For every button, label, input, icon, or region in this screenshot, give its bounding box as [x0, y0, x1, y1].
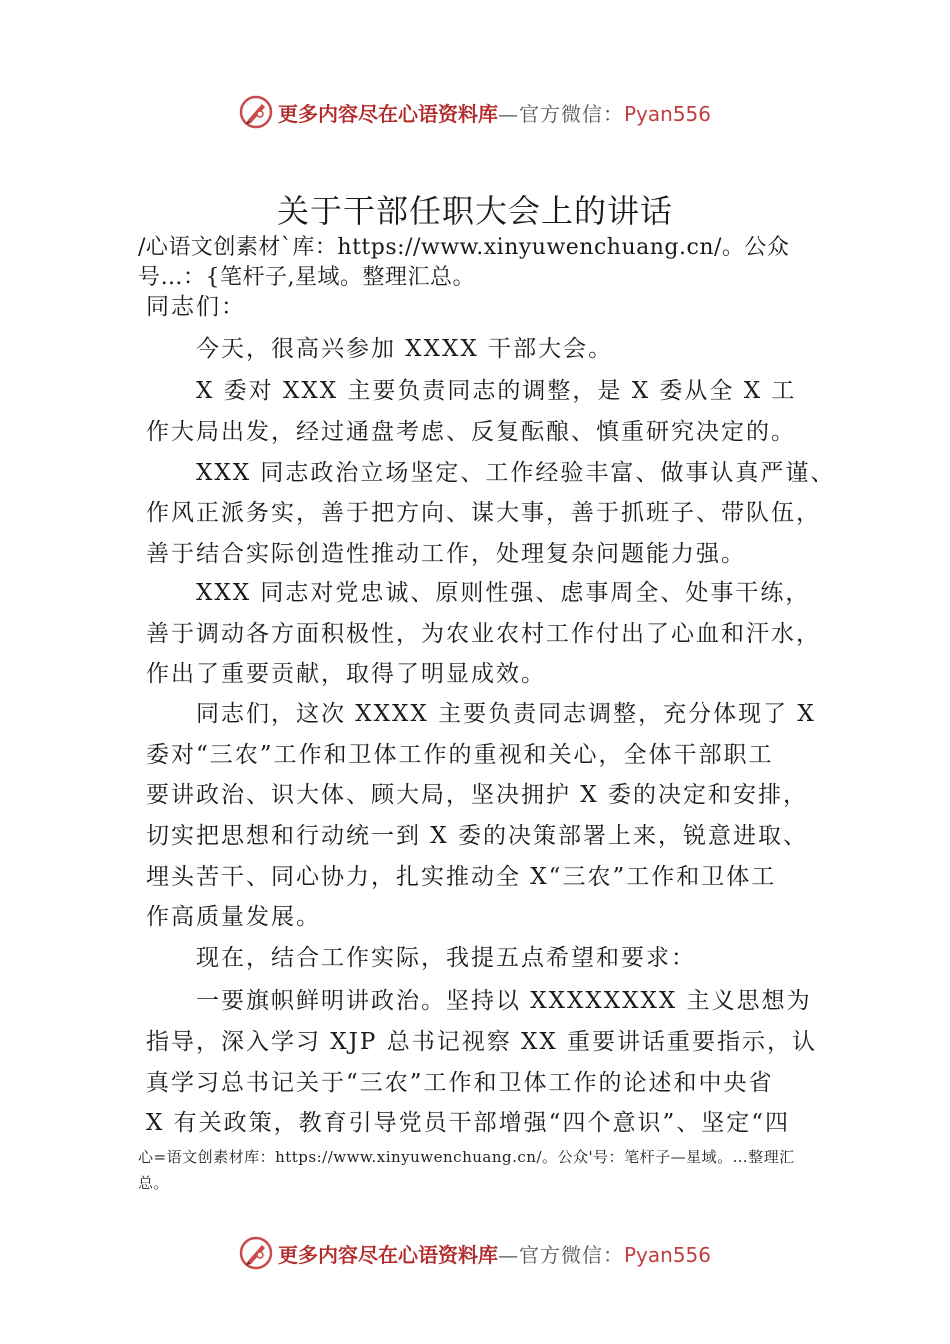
body-line: X 有关政策，教育引导党员干部增强“四个意识”、坚定“四: [146, 1110, 790, 1136]
body-line: 善于结合实际创造性推动工作，处理复杂问题能力强。: [146, 541, 746, 567]
header-banner: [0, 92, 950, 132]
source-line: /心语文创素材`库：https://www.xinyuwenchuang.cn/。公众: [138, 235, 790, 260]
banner-text: [278, 1239, 711, 1268]
body-line: 真学习总书记关于“三农”工作和卫体工作的论述和中央省: [146, 1070, 774, 1096]
body-line: 作出了重要贡献，取得了明显成效。: [146, 661, 546, 687]
body-line: X 委对 XXX 主要负责同志的调整，是 X 委从全 X 工: [196, 378, 797, 404]
banner-red-text: 更多内容尽在心语资料库: [278, 102, 498, 126]
banner-red-text: 更多内容尽在心语资料库: [278, 1243, 498, 1267]
body-line: 今天，很高兴参加 XXXX 干部大会。: [196, 336, 614, 362]
footer-line: 心=语文创素材库：https://www.xinyuwenchuang.cn/。公众'号：笔杆子—星域。…整理汇: [138, 1148, 795, 1166]
body-line: 指导，深入学习 XJP 总书记视察 XX 重要讲话重要指示，认: [146, 1029, 818, 1055]
document-title: 关于干部任职大会上的讲话: [276, 192, 673, 230]
footer-line: 总。: [138, 1174, 170, 1192]
pen-logo-icon: [238, 1235, 274, 1271]
body-line: 作大局出发，经过通盘考虑、反复酝酿、慎重研究决定的。: [146, 419, 796, 445]
body-line: 埋头苦干、同心协力，扎实推动全 X“三农”工作和卫体工: [146, 864, 777, 890]
body-line: 委对“三农”工作和卫体工作的重视和关心，全体干部职工: [146, 742, 774, 768]
source-line: 号…：{笔杆子,星域。整理汇总。: [138, 265, 475, 290]
body-line: 作高质量发展。: [146, 904, 321, 930]
banner-dash-text: —官方微信：: [498, 1243, 624, 1267]
body-line: 现在，结合工作实际，我提五点希望和要求：: [196, 945, 696, 971]
body-line: 切实把思想和行动统一到 X 委的决策部署上来，锐意进取、: [146, 823, 808, 849]
salutation: 同志们：: [146, 294, 246, 320]
body-line: XXX 同志对党忠诚、原则性强、虑事周全、处事干练，: [196, 580, 811, 606]
body-line: 要讲政治、识大体、顾大局，坚决拥护 X 委的决定和安排，: [146, 782, 808, 808]
banner-dash-text: —官方微信：: [498, 102, 624, 126]
banner-text: [278, 98, 711, 127]
pen-logo-icon: [238, 94, 274, 130]
body-line: 善于调动各方面积极性，为农业农村工作付出了心血和汗水，: [146, 621, 821, 647]
banner-wechat-id: Pyan556: [624, 102, 712, 126]
footer-banner: [0, 1233, 950, 1273]
body-line: XXX 同志政治立场坚定、工作经验丰富、做事认真严谨、: [196, 460, 836, 486]
banner-wechat-id: Pyan556: [624, 1243, 712, 1267]
body-line: 一要旗帜鲜明讲政治。坚持以 XXXXXXXX 主义思想为: [196, 988, 812, 1014]
body-line: 同志们，这次 XXXX 主要负责同志调整，充分体现了 X: [196, 701, 816, 727]
body-line: 作风正派务实，善于把方向、谋大事，善于抓班子、带队伍，: [146, 500, 821, 526]
